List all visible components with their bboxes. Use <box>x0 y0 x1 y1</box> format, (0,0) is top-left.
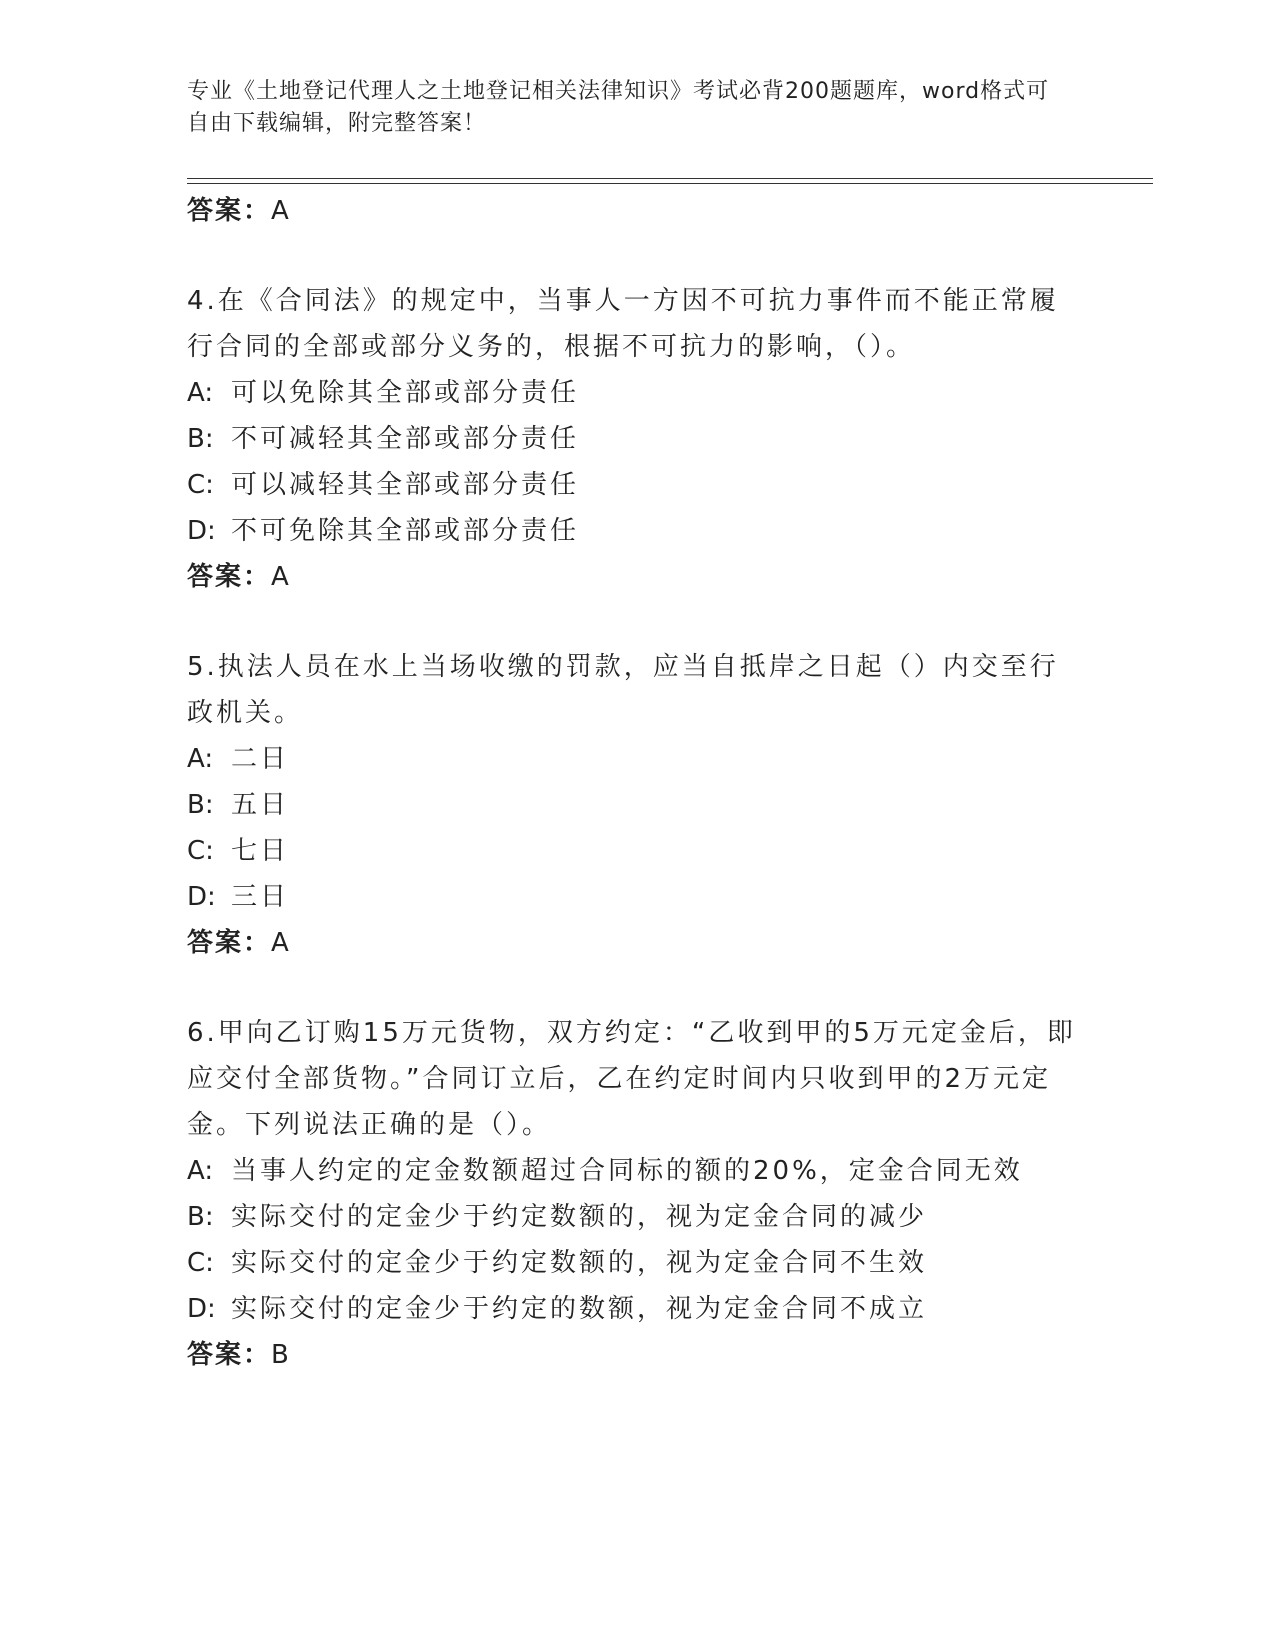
option-text: 实际交付的定金少于约定数额的，视为定金合同不生效 <box>231 1248 928 1278</box>
option-key: A: <box>187 1156 214 1186</box>
option-key: D: <box>187 882 216 912</box>
option-text: 实际交付的定金少于约定的数额，视为定金合同不成立 <box>231 1294 928 1324</box>
answer-value: A <box>271 196 291 226</box>
answer-line <box>187 554 1087 600</box>
option-c <box>187 462 1087 508</box>
option-key: B: <box>187 790 214 820</box>
option-d <box>187 874 1087 920</box>
option-d <box>187 1286 1087 1332</box>
option-key: D: <box>187 516 216 546</box>
option-text: 可以免除其全部或部分责任 <box>231 378 580 408</box>
option-key: C: <box>187 836 214 866</box>
question-stem: 6.甲向乙订购15万元货物，双方约定：“乙收到甲的5万元定金后，即应交付全部货物。”合同订立后，乙在约定时间内只收到甲的2万元定金。下列说法正确的是（）。 <box>187 1018 1076 1140</box>
option-text: 可以减轻其全部或部分责任 <box>231 470 580 500</box>
option-d <box>187 508 1087 554</box>
question-stem: 4.在《合同法》的规定中，当事人一方因不可抗力事件而不能正常履行合同的全部或部分义务的，根据不可抗力的影响，（）。 <box>187 286 1059 362</box>
option-a <box>187 1148 1087 1194</box>
option-key: D: <box>187 1294 216 1324</box>
option-a <box>187 736 1087 782</box>
option-text: 不可减轻其全部或部分责任 <box>231 424 580 454</box>
answer-line <box>187 188 1087 234</box>
option-key: C: <box>187 1248 214 1278</box>
answer-line <box>187 1332 1087 1378</box>
question-4 <box>187 278 1087 600</box>
option-b <box>187 1194 1087 1240</box>
answer-line <box>187 920 1087 966</box>
option-a <box>187 370 1087 416</box>
header-divider-top <box>187 178 1153 179</box>
option-key: B: <box>187 424 214 454</box>
document-body <box>187 188 1087 1378</box>
question-6 <box>187 1010 1087 1378</box>
option-text: 五日 <box>231 790 290 820</box>
option-b <box>187 416 1087 462</box>
option-text: 二日 <box>231 744 290 774</box>
header-divider-bottom <box>187 183 1153 184</box>
answer-label: 答案： <box>187 1340 272 1370</box>
option-c <box>187 1240 1087 1286</box>
answer-label: 答案： <box>187 196 272 226</box>
answer-value: A <box>271 562 291 592</box>
option-text: 三日 <box>231 882 290 912</box>
answer-value: B <box>271 1340 291 1370</box>
option-key: C: <box>187 470 214 500</box>
option-text: 当事人约定的定金数额超过合同标的额的20%，定金合同无效 <box>231 1156 1023 1186</box>
option-c <box>187 828 1087 874</box>
answer-label: 答案： <box>187 562 272 592</box>
option-text: 不可免除其全部或部分责任 <box>231 516 580 546</box>
answer-value: A <box>271 928 291 958</box>
option-key: A: <box>187 744 214 774</box>
question-5 <box>187 644 1087 966</box>
option-key: A: <box>187 378 214 408</box>
option-text: 七日 <box>231 836 290 866</box>
answer-label: 答案： <box>187 928 272 958</box>
question-stem: 5.执法人员在水上当场收缴的罚款，应当自抵岸之日起（）内交至行政机关。 <box>187 652 1059 728</box>
document-header: 专业《土地登记代理人之土地登记相关法律知识》考试必背200题题库，word格式可自由下载编辑，附完整答案！ <box>187 79 1050 136</box>
option-b <box>187 782 1087 828</box>
option-key: B: <box>187 1202 214 1232</box>
option-text: 实际交付的定金少于约定数额的，视为定金合同的减少 <box>231 1202 928 1232</box>
